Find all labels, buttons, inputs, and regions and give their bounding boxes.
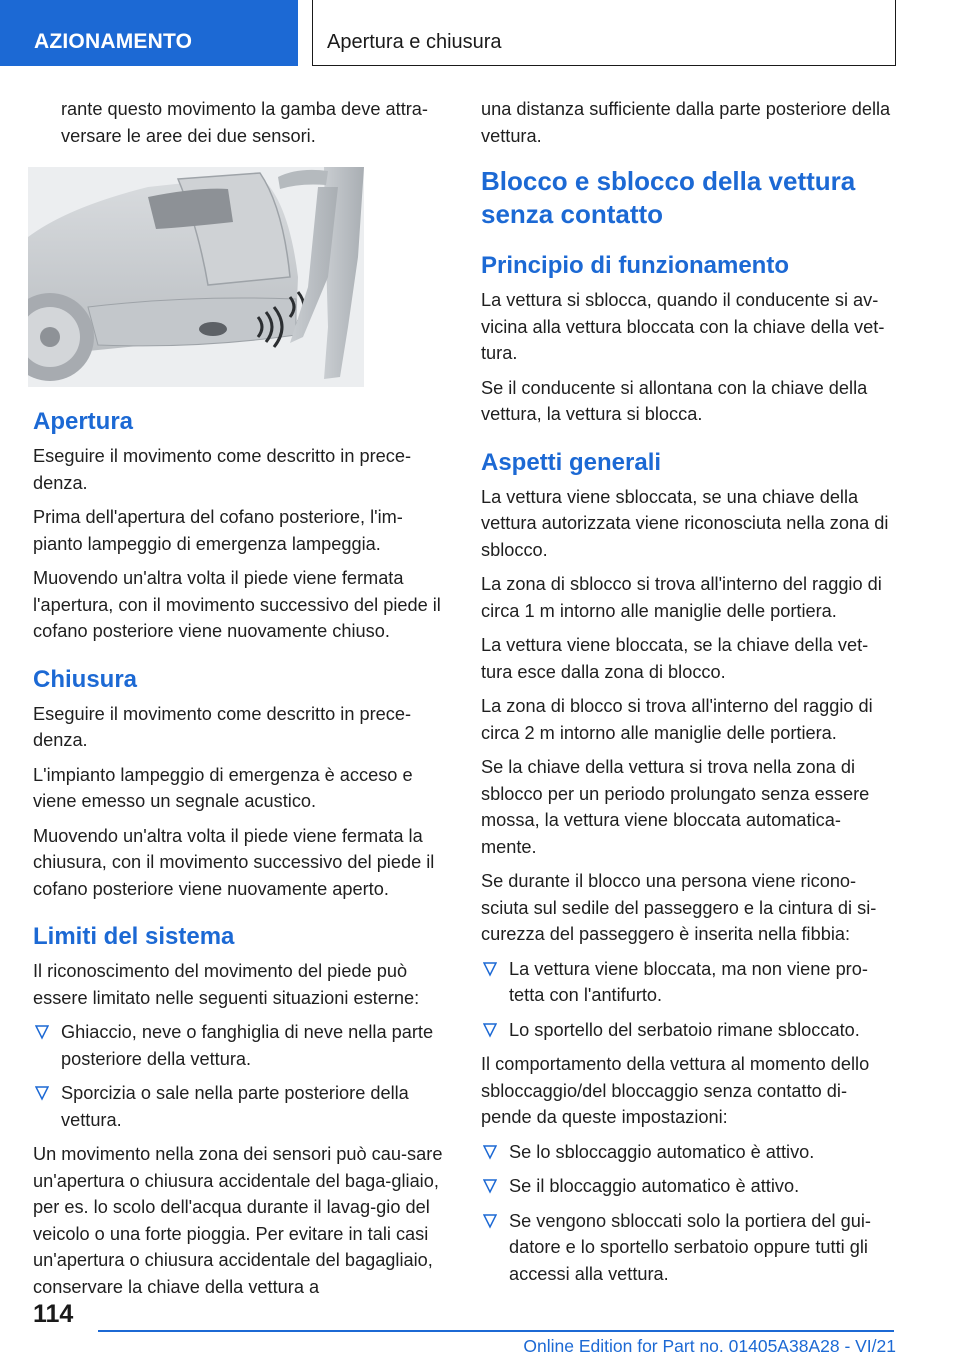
triangle-bullet-icon — [35, 1085, 49, 1101]
list-item-text: Se il bloccaggio automatico è attivo. — [509, 1176, 800, 1196]
heading-limiti: Limiti del sistema — [33, 923, 235, 950]
bullet-list — [481, 956, 895, 1044]
right-column — [481, 96, 895, 1295]
triangle-bullet-icon — [483, 1144, 497, 1160]
triangle-bullet-icon — [483, 1022, 497, 1038]
list-item — [33, 1019, 447, 1072]
paragraph: Se la chiave della vettura si trova nella zona di sblocco per un periodo prolungato senza essere mossa, la vettura viene bloccata automatica-mente. — [481, 757, 870, 857]
paragraph: Se il conducente si allontana con la chiave della vettura, la vettura si blocca. — [481, 377, 868, 424]
paragraph: Un movimento nella zona dei sensori può cau-sare un'apertura o chiusura accidentale del baga-gliaio, per es. lo scolo dell'acqua durante il lavag-gio del veicolo o una forte pioggia. Per evitare in tali casi un'apertura o chiusura accidentale del bagagliaio, conservare la chiave della vettura a — [33, 1144, 443, 1297]
paragraph: La vettura si sblocca, quando il conducente si av-vicina alla vettura bloccata con la chiave della vet-tura. — [481, 290, 885, 363]
paragraph: Eseguire il movimento come descritto in prece-denza. — [33, 446, 412, 493]
paragraph: La vettura viene bloccata, se la chiave della vet-tura esce dalla zona di blocco. — [481, 635, 869, 682]
paragraph: Il comportamento della vettura al momento dello sbloccaggio/del bloccaggio senza contatto di-pende da queste impostazioni: — [481, 1054, 870, 1127]
paragraph: La zona di sblocco si trova all'interno del raggio di circa 1 m intorno alle maniglie delle portiera. — [481, 574, 882, 621]
footer-divider — [98, 1330, 894, 1332]
bullet-list — [33, 1019, 447, 1133]
bullet-list — [481, 1139, 895, 1288]
heading-blocco-sblocco: Blocco e sblocco della vettura senza contatto — [481, 166, 856, 229]
heading-chiusura: Chiusura — [33, 665, 138, 693]
page-header — [0, 0, 960, 66]
list-item-text: Se vengono sbloccati solo la portiera del gui-datore e lo sportello serbatoio oppure tutti gli accessi alla vettura. — [509, 1210, 871, 1284]
list-item-text: Ghiaccio, neve o fanghiglia di neve nella parte posteriore della vettura. — [61, 1022, 434, 1069]
list-item — [481, 1017, 895, 1044]
list-item-text: La vettura viene bloccata, ma non viene pro-tetta con l'antifurto. — [509, 958, 868, 1005]
paragraph: Muovendo un'altra volta il piede viene fermata la chiusura, con il movimento successivo del piede il cofano posteriore viene nuovamente aperto. — [33, 825, 435, 899]
triangle-bullet-icon — [483, 1178, 497, 1194]
paragraph: Se durante il blocco una persona viene ricono-sciuta sul sedile del passeggero e la cintura di si-curezza del passeggero è inserita nella fibbia: — [481, 871, 877, 944]
list-item-text: Lo sportello del serbatoio rimane sbloccato. — [509, 1019, 860, 1040]
continued-paragraph: una distanza sufficiente dalla parte posteriore della vettura. — [481, 99, 891, 146]
illustration-foot-gesture — [28, 167, 364, 387]
page-number: 114 — [33, 1300, 74, 1328]
triangle-bullet-icon — [483, 1213, 497, 1229]
continued-paragraph: rante questo movimento la gamba deve attra-versare le aree dei due sensori. — [61, 99, 428, 146]
triangle-bullet-icon — [35, 1024, 49, 1040]
left-column — [33, 96, 447, 1308]
list-item — [481, 1139, 895, 1166]
list-item — [481, 956, 895, 1009]
paragraph: Eseguire il movimento come descritto in prece-denza. — [33, 703, 412, 750]
list-item-text: Sporcizia o sale nella parte posteriore della vettura. — [61, 1083, 409, 1130]
car-rear-illustration — [28, 167, 364, 387]
paragraph: Il riconoscimento del movimento del piede può essere limitato nelle seguenti situazioni esterne: — [33, 961, 420, 1008]
list-item-text: Se lo sbloccaggio automatico è attivo. — [509, 1141, 815, 1162]
section-tab[interactable]: AZIONAMENTO — [0, 0, 298, 66]
chapter-tab[interactable]: Apertura e chiusura — [312, 0, 896, 66]
paragraph: La zona di blocco si trova all'interno del raggio di circa 2 m intorno alle maniglie delle portiera. — [481, 696, 873, 743]
paragraph: Prima dell'apertura del cofano posteriore, l'im-pianto lampeggio di emergenza lampeggia. — [33, 507, 403, 554]
paragraph: Muovendo un'altra volta il piede viene fermata l'apertura, con il movimento successivo del piede il cofano posteriore viene nuovamente chiuso. — [33, 568, 441, 641]
heading-principio: Principio di funzionamento — [481, 252, 789, 279]
heading-apertura: Apertura — [33, 408, 134, 435]
paragraph: La vettura viene sbloccata, se una chiave della vettura autorizzata viene riconosciuta nella zona di sblocco. — [481, 486, 889, 560]
heading-aspetti: Aspetti generali — [481, 448, 662, 476]
triangle-bullet-icon — [483, 961, 497, 977]
edition-link[interactable]: Online Edition for Part no. 01405A38A28 - VI/21 — [523, 1336, 896, 1356]
list-item — [33, 1080, 447, 1133]
list-item — [481, 1173, 895, 1200]
paragraph: L'impianto lampeggio di emergenza è acceso e viene emesso un segnale acustico. — [33, 764, 413, 811]
list-item — [481, 1208, 895, 1288]
